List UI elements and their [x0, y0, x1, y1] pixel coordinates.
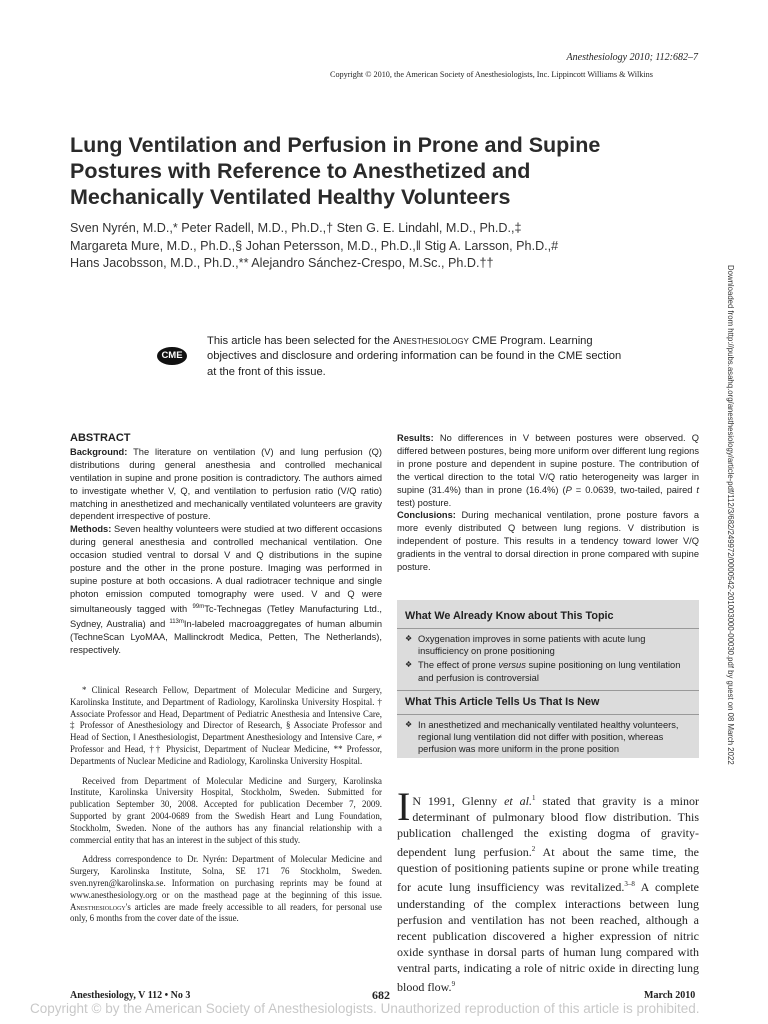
cme-text-part: This article has been selected for the — [207, 335, 393, 347]
cme-text-part: CME Program. Learning objectives and disclosure and ordering information can be found in the CME section at the front of this issue. — [207, 335, 622, 378]
article-title: Lung Ventilation and Perfusion in Prone and Supine Postures with Reference to Anesthetized and Mechanically Ventilated Healthy Volunteers — [70, 133, 601, 209]
section-text: = 0.0639, two-tailed, paired — [571, 484, 697, 495]
author-line: Margareta Mure, M.D., Ph.D.,§ Johan Petersson, M.D., Ph.D.,‖ Stig A. Larsson, Ph.D.,# — [70, 238, 559, 253]
abstract-heading: ABSTRACT — [70, 432, 131, 444]
section-text: In-labeled macroaggregates of human albumin (TechneScan LyoMAA, Mallinckrodt Medica, Petten, The Netherlands), respectively. — [70, 618, 382, 655]
note-text: 's articles are made freely accessible to all readers, for personal use only, 6 months from the cover date of the issue. — [70, 901, 382, 924]
key-points-box — [397, 600, 699, 758]
address-note — [70, 854, 382, 925]
abstract-background — [70, 446, 382, 523]
list-item-text: In anesthetized and mechanically ventilated healthy volunteers, regional lung ventilation did not differ with position, whereas perfusion was more uniform in the prone position — [418, 719, 679, 755]
body-text: stated that gravity is a minor determinant of pulmonary blood flow distribution. This publication challenged the existing dogma of gravity-dependent lung perfusion. — [397, 794, 700, 860]
list-item-text: Oxygenation improves in some patients with acute lung insufficiency on prone positioning — [418, 634, 646, 657]
abstract-left — [70, 432, 382, 657]
abstract-conclusions — [397, 509, 699, 574]
section-text: P — [565, 484, 572, 495]
received-note: Received from Department of Molecular Medicine and Surgery, Karolinska Institute, Karolinska University Hospital, Stockholm, Sweden. Submitted for publication September 30, 2008. Accepted for publication December 7, 2009. Supported by grant 2004-0689 from the Swedish Heart and Lung Foundation, Stockholm, Sweden. None of the authors has any financial relationship with a commercial entity that has an interest in the subject of this study. — [70, 775, 382, 845]
footer-date: March 2010 — [644, 990, 696, 1001]
introduction-text — [397, 784, 700, 995]
citation: 2 — [531, 845, 536, 854]
cme-badge-icon: CME — [157, 347, 187, 365]
cme-journal-name: Anesthesiology — [392, 335, 469, 347]
body-text: A complete understanding of the complex interactions between lung perfusion and ventilation has not been reached, although a recent publication discovered a higher expression of nitric oxide synthase in dorsal parts of human lung compared with ventral parts, indicating a role of nitric oxide in directing lung blood flow. — [397, 880, 699, 995]
list-item-text: versus — [498, 660, 526, 671]
superscript: 99m — [192, 603, 205, 610]
section-text: test) posture. — [397, 497, 452, 508]
section-label: Results: — [397, 433, 434, 443]
author-line: Hans Jacobsson, M.D., Ph.D.,** Alejandro Sánchez-Crespo, M.Sc., Ph.D.†† — [70, 256, 494, 270]
citation: 3–8 — [624, 880, 635, 889]
diamond-bullet-icon: ❖ — [405, 719, 413, 729]
citation: 9 — [451, 980, 456, 989]
section-label: Methods: — [70, 524, 112, 535]
list-item-text: supine positioning on lung ventilation and perfusion is controversial — [418, 660, 681, 683]
affiliations-note: * Clinical Research Fellow, Department of Molecular Medicine and Surgery, Karolinska Institute, and Department of Radiology, Karolinska University Hospital. † Associate Professor and Head, Department of Pediatric Anesthesia and Intensive Care, ‡ Professor of Anesthesiology and Director of Research, § Associate Professor and Head of Section, ‖ Anesthesiologist, Department Anesthesiology and Intensive Care, ≠ Professor and Head, †† Physicist, Department of Nuclear Medicine, ** Professor, Departments of Nuclear Medicine and Radiology, Karolinska University Hospital. — [70, 685, 382, 766]
known-list — [397, 633, 699, 684]
body-text: At about the same time, the question of positioning patients supine or prone while treating for acute lung insufficiency was revitalized. — [397, 845, 699, 895]
list-item-text: The effect of prone — [418, 660, 499, 671]
divider — [397, 628, 699, 629]
abstract-results — [397, 432, 699, 509]
copyright-watermark: Copyright © by the American Society of Anesthesiologists. Unauthorized reproduction of this article is prohibited. — [30, 1001, 700, 1016]
section-text: During mechanical ventilation, prone posture favors a more evenly distributed Q between lung regions. V distribution is independent of posture. This results in a tendency toward lower V/Q gradients in the ventral to dorsal direction in prone compared with supine posture. — [397, 510, 699, 573]
page-number: 682 — [372, 988, 390, 1002]
superscript: 113m — [169, 618, 184, 625]
download-note: Downloaded from http://pubs.asahq.org/anesthesiology/article-pdf/112/3/682/249972/0000542-201003000-00030.pdf by guest on 08 March 2022 — [726, 265, 735, 765]
citation: 1 — [532, 794, 536, 802]
section-text: Seven healthy volunteers were studied at two different occasions during general anesthesia and controlled mechanical ventilation. One occasion studied ventral to dorsal V and Q distributions in the supine posture and the other in the prone posture. Imaging was performed in supine posture at both occasions. A dual radiotracer technique and single photon emission computed tomography were used. V and Q were simultaneously tagged with — [70, 524, 382, 614]
section-text: No differences in V between postures were observed. Q differed between postures, being more uniform over different lung regions in prone posture and dependent in supine posture. The contribution of the vertical direction to the total V/Q ratio heterogeneity was larger in supine (31.4%) than in prone (16.4%) ( — [397, 433, 699, 495]
author-list — [70, 220, 690, 273]
diamond-bullet-icon: ❖ — [405, 634, 413, 643]
journal-citation: Anesthesiology 2010; 112:682–7 — [566, 52, 698, 63]
footnotes — [70, 685, 382, 933]
section-label: Background: — [70, 446, 128, 457]
author-line: Sven Nyrén, M.D.,* Peter Radell, M.D., Ph.D.,† Sten G. E. Lindahl, M.D., Ph.D.,‡ — [70, 221, 522, 235]
list-item — [405, 633, 691, 657]
body-text: N 1991, Glenny — [412, 794, 505, 808]
divider — [397, 714, 699, 715]
section-label: Conclusions: — [397, 510, 456, 521]
section-text: The literature on ventilation (V) and lung perfusion (Q) distributions during general anesthesia and controlled mechanical ventilation in supine and prone position is contradictory. The authors aimed to investigate whether V, Q, and ventilation to perfusion ratio (V/Q ratio) matching in anesthetized and mechanically ventilated volunteers are gravity dependent irrespective of posture. — [70, 446, 382, 522]
known-heading: What We Already Know about This Topic — [405, 610, 614, 622]
abstract-methods — [70, 523, 382, 656]
abstract-right — [397, 432, 699, 574]
section-text: Tc-Technegas (Tetley Manufacturing Ltd., Sydney, Australia) and — [70, 603, 382, 629]
list-item — [405, 659, 691, 683]
note-text: Anesthesiology — [70, 901, 126, 912]
body-text: et al. — [504, 794, 533, 808]
copyright-line: Copyright © 2010, the American Society of Anesthesiologists, Inc. Lippincott Williams & Wilkins — [330, 70, 653, 79]
new-list — [397, 719, 699, 756]
diamond-bullet-icon: ❖ — [405, 660, 413, 670]
note-text: Address correspondence to Dr. Nyrén: Department of Molecular Medicine and Surgery, Karolinska Institute, Solna, SE 171 76 Stockholm, Sweden. sven.nyren@karolinska.se. Information on purchasing reprints may be found at www.anesthesiology.org or on the masthead page at the beginning of this issue. — [70, 854, 382, 900]
new-heading: What This Article Tells Us That Is New — [405, 695, 600, 708]
footer-journal: Anesthesiology, V 112 • No 3 — [70, 990, 191, 1001]
drop-cap: I — [397, 784, 411, 829]
cme-notice — [207, 334, 627, 380]
list-item — [405, 719, 691, 756]
section-text: t — [696, 484, 699, 495]
